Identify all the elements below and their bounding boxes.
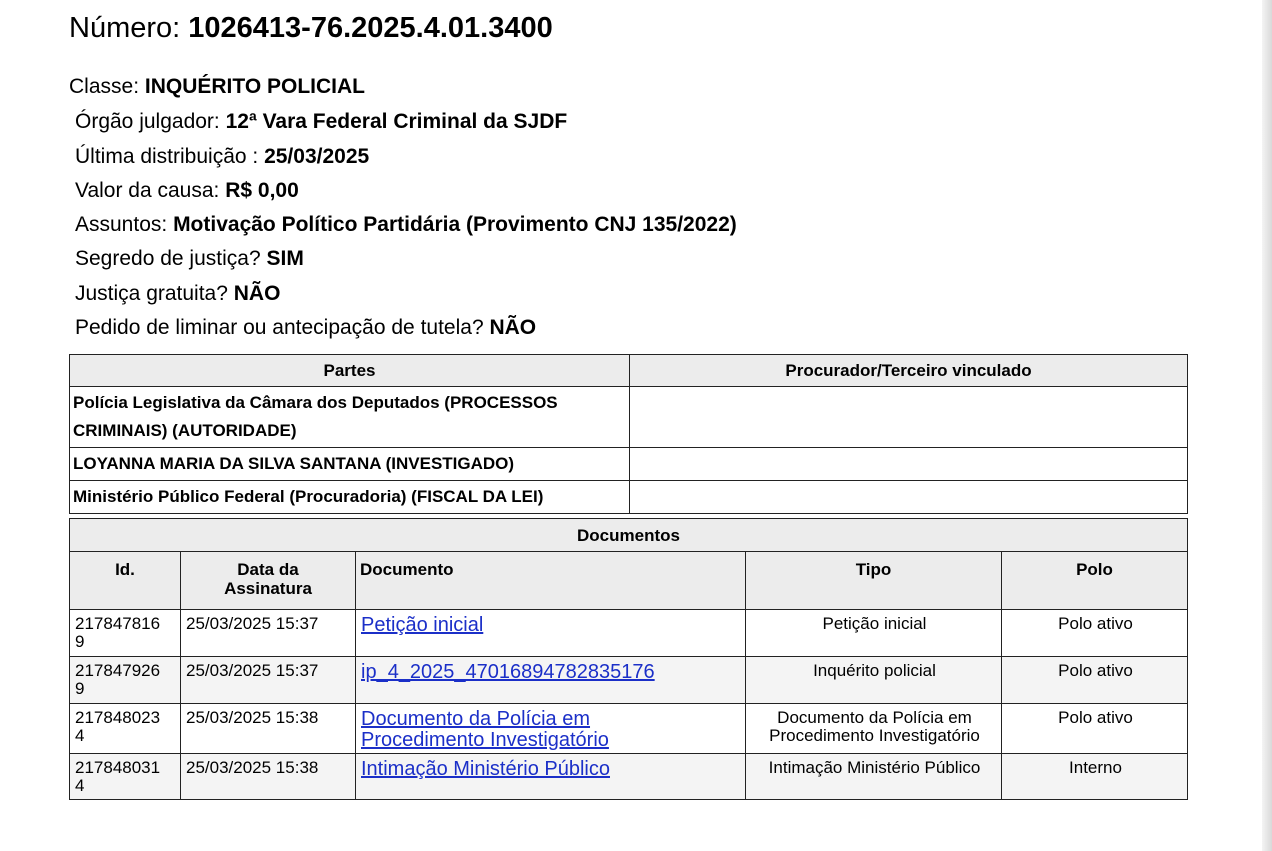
doc-tipo-line: Procedimento Investigatório bbox=[769, 726, 980, 745]
doc-link-line[interactable]: Procedimento Investigatório bbox=[361, 729, 609, 751]
documentos-title-row bbox=[70, 519, 1188, 552]
doc-link-line[interactable]: Intimação Ministério Público bbox=[361, 758, 610, 780]
partes-header-row bbox=[70, 355, 1188, 387]
distribuicao-label: Última distribuição : bbox=[75, 145, 259, 168]
data-header-line: Assinatura bbox=[224, 579, 312, 598]
id-header: Id. bbox=[70, 552, 181, 610]
documentos-table bbox=[69, 518, 1188, 800]
table-row bbox=[70, 610, 1188, 657]
doc-link-cell bbox=[356, 657, 746, 704]
documento-link[interactable] bbox=[361, 614, 483, 636]
info-valor bbox=[75, 178, 299, 204]
segredo-label: Segredo de justiça? bbox=[75, 247, 261, 270]
info-gratuita bbox=[75, 281, 280, 307]
doc-link-line[interactable]: Petição inicial bbox=[361, 614, 484, 636]
procurador-cell bbox=[630, 448, 1188, 481]
parte-cell bbox=[70, 481, 630, 514]
doc-id-line: 217848023 bbox=[75, 708, 161, 727]
procurador-header: Procurador/Terceiro vinculado bbox=[630, 355, 1188, 387]
doc-id-line: 4 bbox=[75, 776, 85, 795]
liminar-value: NÃO bbox=[489, 316, 537, 339]
polo-header: Polo bbox=[1002, 552, 1188, 610]
doc-id-line: 9 bbox=[75, 679, 85, 698]
segredo-value: SIM bbox=[266, 247, 304, 270]
doc-tipo-cell bbox=[746, 704, 1002, 754]
procurador-cell bbox=[630, 481, 1188, 514]
doc-id-cell bbox=[70, 754, 181, 800]
doc-tipo-line: Petição inicial bbox=[822, 614, 927, 633]
doc-date-cell: 25/03/2025 15:37 bbox=[181, 657, 356, 704]
parte-name-line: CRIMINAIS) (AUTORIDADE) bbox=[73, 421, 297, 440]
info-segredo bbox=[75, 246, 304, 272]
documento-link[interactable] bbox=[361, 709, 742, 751]
tipo-header: Tipo bbox=[746, 552, 1002, 610]
doc-id-cell bbox=[70, 657, 181, 704]
info-classe bbox=[69, 74, 365, 100]
doc-link-cell bbox=[356, 610, 746, 657]
partes-table bbox=[69, 354, 1188, 514]
doc-id-cell bbox=[70, 610, 181, 657]
doc-link-cell bbox=[356, 704, 746, 754]
documento-header: Documento bbox=[356, 552, 746, 610]
documentos-header-row bbox=[70, 552, 1188, 610]
doc-polo-cell: Polo ativo bbox=[1002, 610, 1188, 657]
parte-cell bbox=[70, 387, 630, 448]
doc-link-line[interactable]: Documento da Polícia em bbox=[361, 708, 591, 730]
doc-id-line: 9 bbox=[75, 632, 85, 651]
doc-date-cell: 25/03/2025 15:38 bbox=[181, 704, 356, 754]
doc-id-line: 217847816 bbox=[75, 614, 161, 633]
doc-id-cell bbox=[70, 704, 181, 754]
doc-polo-cell: Interno bbox=[1002, 754, 1188, 800]
documentos-title: Documentos bbox=[70, 519, 1188, 552]
table-row bbox=[70, 657, 1188, 704]
process-number-label: Número: bbox=[69, 12, 181, 44]
doc-id-line: 217848031 bbox=[75, 758, 161, 777]
procurador-cell bbox=[630, 387, 1188, 448]
info-liminar bbox=[75, 315, 536, 341]
classe-value: INQUÉRITO POLICIAL bbox=[144, 75, 365, 98]
doc-tipo-line: Intimação Ministério Público bbox=[768, 758, 981, 777]
gratuita-label: Justiça gratuita? bbox=[75, 282, 228, 305]
documento-link[interactable] bbox=[361, 758, 610, 780]
info-orgao bbox=[75, 109, 567, 135]
doc-date-cell: 25/03/2025 15:38 bbox=[181, 754, 356, 800]
table-row bbox=[70, 704, 1188, 754]
doc-polo-cell: Polo ativo bbox=[1002, 657, 1188, 704]
parte-name-line: LOYANNA MARIA DA SILVA SANTANA (INVESTIGADO) bbox=[73, 454, 515, 473]
documento-link[interactable] bbox=[361, 661, 655, 683]
assuntos-value: Motivação Político Partidária (Provimento CNJ 135/2022) bbox=[173, 213, 737, 236]
parte-name-line: Ministério Público Federal (Procuradoria) (FISCAL DA LEI) bbox=[73, 487, 544, 506]
doc-tipo-line: Documento da Polícia em bbox=[777, 708, 972, 727]
process-number bbox=[69, 10, 553, 46]
distribuicao-value: 25/03/2025 bbox=[264, 145, 370, 168]
process-number-value: 1026413-76.2025.4.01.3400 bbox=[188, 12, 553, 44]
page-edge-shadow bbox=[1262, 0, 1272, 851]
parte-cell bbox=[70, 448, 630, 481]
classe-label: Classe: bbox=[69, 75, 140, 98]
doc-tipo-cell bbox=[746, 657, 1002, 704]
data-header-line: Data da bbox=[237, 560, 299, 579]
doc-link-cell bbox=[356, 754, 746, 800]
doc-tipo-cell bbox=[746, 754, 1002, 800]
partes-row bbox=[70, 448, 1188, 481]
partes-row bbox=[70, 481, 1188, 514]
liminar-label: Pedido de liminar ou antecipação de tutela? bbox=[75, 316, 484, 339]
data-header bbox=[181, 552, 356, 610]
doc-polo-cell: Polo ativo bbox=[1002, 704, 1188, 754]
doc-tipo-line: Inquérito policial bbox=[813, 661, 936, 680]
doc-tipo-cell bbox=[746, 610, 1002, 657]
doc-link-line[interactable]: ip_4_2025_47016894782835176 bbox=[361, 661, 655, 683]
doc-id-line: 4 bbox=[75, 726, 85, 745]
assuntos-label: Assuntos: bbox=[75, 213, 168, 236]
table-row bbox=[70, 754, 1188, 800]
partes-row bbox=[70, 387, 1188, 448]
orgao-value: 12ª Vara Federal Criminal da SJDF bbox=[225, 110, 568, 133]
partes-header: Partes bbox=[70, 355, 630, 387]
orgao-label: Órgão julgador: bbox=[75, 110, 220, 133]
valor-label: Valor da causa: bbox=[75, 179, 220, 202]
gratuita-value: NÃO bbox=[233, 282, 281, 305]
doc-id-line: 217847926 bbox=[75, 661, 161, 680]
parte-name-line: Polícia Legislativa da Câmara dos Deputados (PROCESSOS bbox=[73, 393, 558, 412]
info-distribuicao bbox=[75, 144, 369, 170]
valor-value: R$ 0,00 bbox=[225, 179, 299, 202]
doc-date-cell: 25/03/2025 15:37 bbox=[181, 610, 356, 657]
info-assuntos bbox=[75, 212, 737, 238]
